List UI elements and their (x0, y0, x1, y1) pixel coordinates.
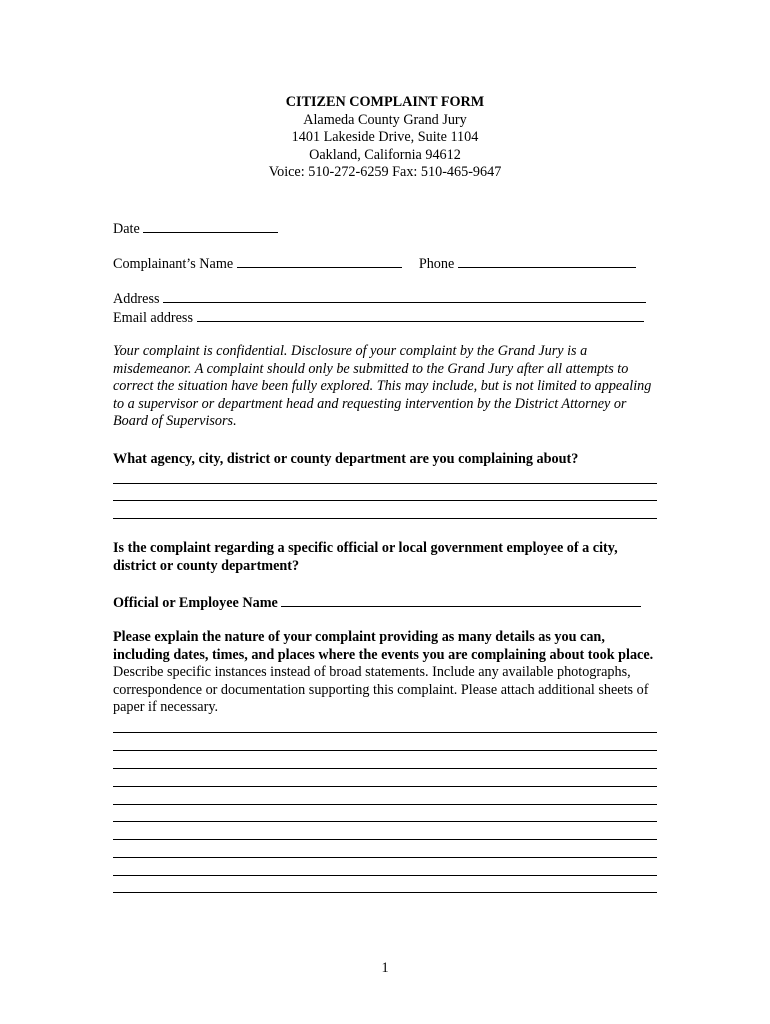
details-answer-line[interactable] (113, 857, 657, 858)
details-answer-line[interactable] (113, 732, 657, 733)
details-answer-line[interactable] (113, 768, 657, 769)
form-title: CITIZEN COMPLAINT FORM (285, 94, 485, 110)
agency-answer-line[interactable] (113, 500, 657, 501)
name-field[interactable] (237, 254, 402, 268)
details-answer-line[interactable] (113, 804, 657, 805)
page-number: 1 (381, 960, 389, 976)
details-instructions (113, 629, 661, 717)
date-field[interactable] (143, 219, 278, 233)
city-address: Oakland, California 94612 (309, 146, 461, 163)
address-row (113, 289, 646, 309)
agency-answer-line[interactable] (113, 483, 657, 484)
agency-answer-line[interactable] (113, 518, 657, 519)
official-name-label: Official or Employee Name (113, 595, 278, 611)
street-address: 1401 Lakeside Drive, Suite 1104 (291, 129, 479, 146)
details-instructions-text: Describe specific instances instead of broad statements. Include any available photographs, correspondence or documentation supporting this complaint. Please attach additional sheets of paper if necessary. (113, 664, 649, 715)
date-label: Date (113, 221, 140, 237)
name-label: Complainant’s Name (113, 256, 234, 272)
org-name: Alameda County Grand Jury (303, 111, 467, 128)
contact-numbers: Voice: 510-272-6259 Fax: 510-465-9647 (268, 164, 502, 181)
details-answer-line[interactable] (113, 786, 657, 787)
address-label: Address (113, 291, 160, 307)
details-instructions-bold: Please explain the nature of your complaint providing as many details as you can, including dates, times, and places where the events you are complaining about took place. (113, 629, 654, 663)
details-answer-line[interactable] (113, 875, 657, 876)
official-name-field[interactable] (281, 593, 641, 607)
phone-field[interactable] (458, 254, 636, 268)
email-field[interactable] (197, 308, 644, 322)
details-answer-line[interactable] (113, 750, 657, 751)
date-row (113, 219, 278, 239)
email-label: Email address (113, 310, 193, 326)
agency-question: What agency, city, district or county department are you complaining about? (113, 451, 579, 467)
official-name-row (113, 593, 641, 613)
details-answer-line[interactable] (113, 839, 657, 840)
official-question: Is the complaint regarding a specific official or local government employee of a city, district or county department? (113, 540, 618, 574)
form-header (0, 94, 770, 182)
phone-label: Phone (418, 256, 455, 272)
details-answer-line[interactable] (113, 821, 657, 822)
name-phone-row (113, 254, 636, 274)
details-answer-line[interactable] (113, 892, 657, 893)
confidentiality-notice: Your complaint is confidential. Disclosure of your complaint by the Grand Jury is a misdemeanor. A complaint should only be submitted to the Grand Jury after all attempts to correct the situation have been fully explored. This may include, but is not limited to appealing to a supervisor or department head and requesting intervention by the District Attorney or Board of Supervisors. (113, 343, 652, 429)
address-field[interactable] (163, 289, 646, 303)
email-row (113, 308, 644, 328)
